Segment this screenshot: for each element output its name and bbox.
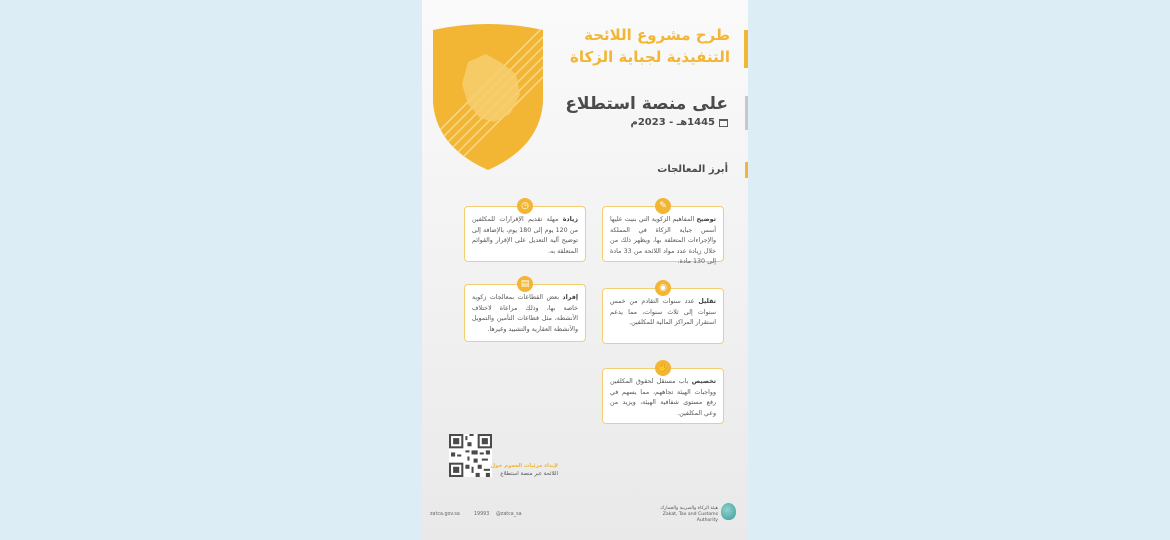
eye-icon: ◉ xyxy=(655,280,671,296)
document-icon: ▤ xyxy=(517,276,533,292)
qr-caption-line-1: لإبداء مرئيات العموم حول xyxy=(490,463,558,469)
card-text: بعض القطاعات بمعالجات زكوية خاصة بها، وذلك مراعاة لاختلاف الأنشطة، مثل قطاعات التأمين والتمويل والأنشطة العقارية والتشييد وغيرها. xyxy=(472,294,578,333)
card-text: باب مستقل لحقوق المكلفين وواجبات الهيئة تجاههم، مما يسهم في رفع مستوى شفافية الهيئة، ويزيد من وعي المكلفين. xyxy=(610,378,716,417)
card-clarification xyxy=(602,201,724,266)
card-text: المفاهيم الزكوية التي بنيت عليها أسس جباية الزكاة في المملكة والإجراءات المتعلقة بها، ويظهر ذلك من خلال زيادة عدد مواد اللائحة من 33 مادة إلى 130 مادة. xyxy=(610,216,716,266)
card-text: مهلة تقديم الإقرارات للمكلفين من 120 يوم إلى 180 يوم، بالإضافة إلى توضيح آلية التعديل على الإقرار والقوائم المتعلقة به. xyxy=(472,216,579,255)
card-bold: تقليل xyxy=(698,298,716,305)
card-bold: توضيح xyxy=(696,216,716,223)
footer-phone: 19993 xyxy=(474,512,490,517)
section-accent-bar xyxy=(745,162,748,178)
card-reduce xyxy=(602,283,724,344)
authority-logo-icon xyxy=(721,503,736,520)
qr-caption-line-2: اللائحة عبر منصة استطلاع xyxy=(500,471,558,477)
handshake-icon: ✋ xyxy=(655,360,671,376)
footer-handle[interactable]: @zatca_sa xyxy=(496,512,522,517)
subtitle: على منصة استطلاع xyxy=(565,94,728,114)
title-accent-bar xyxy=(744,30,748,68)
card-dedicate xyxy=(602,363,724,424)
section-title: أبرز المعالجات xyxy=(657,164,728,175)
title-block xyxy=(540,24,730,68)
authority-logo-text xyxy=(648,506,718,524)
card-sectors xyxy=(464,279,586,342)
logo-line-2: Zakat, Tax and Customs Authority xyxy=(662,512,718,523)
pencil-icon: ✎ xyxy=(655,198,671,214)
poster xyxy=(422,0,748,540)
footer-website[interactable]: zatca.gov.sa xyxy=(430,512,460,517)
date-text: 1445هـ - 2023م xyxy=(630,117,715,128)
title-line-1: طرح مشروع اللائحة xyxy=(584,26,730,44)
logo-line-1: هيئة الزكاة والضريبة والجمارك xyxy=(660,506,718,511)
card-increase xyxy=(464,201,586,262)
card-bold: إفراد xyxy=(562,294,578,301)
card-bold: تخصيص xyxy=(691,378,716,385)
title-line-2: التنفيذية لجباية الزكاة xyxy=(569,48,730,66)
date-row xyxy=(631,117,729,128)
qr-caption xyxy=(448,462,558,478)
subtitle-accent-bar xyxy=(745,96,748,130)
calendar-icon xyxy=(719,119,728,127)
clock-icon: ◷ xyxy=(517,198,533,214)
card-text: عدد سنوات التقادم من خمس سنوات إلى ثلاث سنوات، مما يدعم استقرار المراكز المالية للمكلفين. xyxy=(610,298,716,327)
shield-emblem xyxy=(428,22,548,172)
card-bold: زيادة xyxy=(562,216,578,223)
